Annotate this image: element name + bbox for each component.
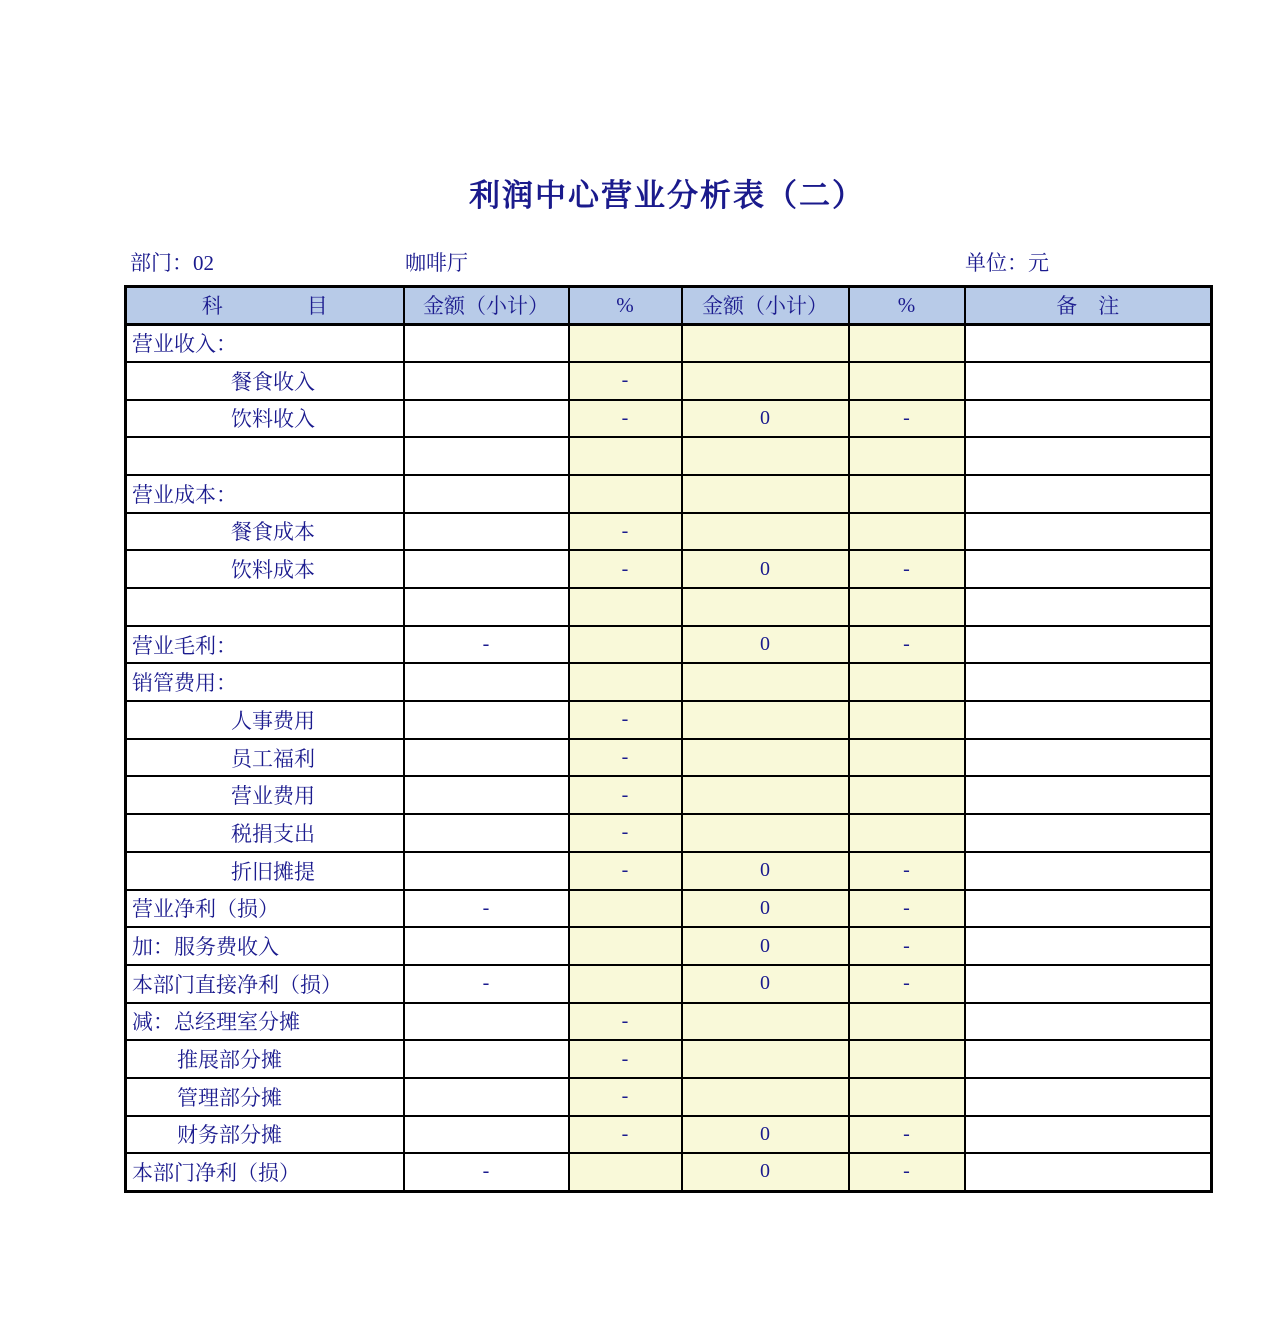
- subject-cell: 本部门直接净利（损）: [126, 965, 404, 1003]
- percent-2-cell: -: [849, 927, 965, 965]
- table-row: [126, 513, 1212, 551]
- amount-1-cell: [404, 513, 569, 551]
- amount-1-cell: [404, 362, 569, 400]
- percent-2-cell: [849, 739, 965, 777]
- amount-2-cell: [682, 739, 849, 777]
- amount-1-cell: [404, 776, 569, 814]
- table-row: [126, 1116, 1212, 1154]
- amount-1-cell: [404, 437, 569, 475]
- amount-2-cell: [682, 663, 849, 701]
- subject-cell: [126, 588, 404, 626]
- percent-1-cell: [569, 965, 682, 1003]
- percent-2-cell: [849, 362, 965, 400]
- percent-1-cell: [569, 1153, 682, 1191]
- amount-1-cell: [404, 1116, 569, 1154]
- percent-1-cell: -: [569, 513, 682, 551]
- table-row: [126, 1078, 1212, 1116]
- remarks-cell: [965, 550, 1212, 588]
- percent-2-cell: -: [849, 550, 965, 588]
- remarks-cell: [965, 437, 1212, 475]
- percent-2-cell: [849, 513, 965, 551]
- table-header: [126, 287, 1212, 325]
- amount-2-cell: 0: [682, 626, 849, 664]
- amount-1-cell: [404, 1040, 569, 1078]
- analysis-table: [124, 285, 1213, 1193]
- remarks-cell: [965, 1116, 1212, 1154]
- amount-2-cell: [682, 437, 849, 475]
- header-amount-1: 金额（小计）: [404, 287, 569, 325]
- amount-1-cell: [404, 739, 569, 777]
- table-row: [126, 852, 1212, 890]
- percent-1-cell: -: [569, 701, 682, 739]
- amount-2-cell: [682, 814, 849, 852]
- amount-2-cell: [682, 776, 849, 814]
- remarks-cell: [965, 626, 1212, 664]
- amount-2-cell: [682, 701, 849, 739]
- amount-2-cell: [682, 1003, 849, 1041]
- percent-2-cell: -: [849, 626, 965, 664]
- remarks-cell: [965, 663, 1212, 701]
- amount-2-cell: 0: [682, 965, 849, 1003]
- table-row: [126, 663, 1212, 701]
- percent-2-cell: [849, 663, 965, 701]
- remarks-cell: [965, 814, 1212, 852]
- table-row: [126, 776, 1212, 814]
- table-row: [126, 739, 1212, 777]
- percent-1-cell: -: [569, 362, 682, 400]
- amount-1-cell: [404, 588, 569, 626]
- amount-1-cell: [404, 475, 569, 513]
- table-row: [126, 324, 1212, 362]
- remarks-cell: [965, 475, 1212, 513]
- amount-2-cell: [682, 1040, 849, 1078]
- percent-1-cell: -: [569, 1040, 682, 1078]
- amount-2-cell: [682, 588, 849, 626]
- table-row: [126, 400, 1212, 438]
- subject-cell: 营业毛利：: [126, 626, 404, 664]
- percent-2-cell: -: [849, 890, 965, 928]
- table-row: [126, 437, 1212, 475]
- percent-1-cell: -: [569, 852, 682, 890]
- percent-1-cell: -: [569, 814, 682, 852]
- table-row: [126, 475, 1212, 513]
- remarks-cell: [965, 324, 1212, 362]
- remarks-cell: [965, 927, 1212, 965]
- table-row: [126, 362, 1212, 400]
- amount-1-cell: [404, 1003, 569, 1041]
- percent-1-cell: [569, 437, 682, 475]
- remarks-cell: [965, 588, 1212, 626]
- subject-cell: 税捐支出: [126, 814, 404, 852]
- table-row: [126, 927, 1212, 965]
- subject-cell: 销管费用：: [126, 663, 404, 701]
- percent-1-cell: -: [569, 1116, 682, 1154]
- subject-cell: 饮料收入: [126, 400, 404, 438]
- subject-cell: 饮料成本: [126, 550, 404, 588]
- amount-1-cell: [404, 550, 569, 588]
- remarks-cell: [965, 400, 1212, 438]
- amount-1-cell: [404, 1078, 569, 1116]
- remarks-cell: [965, 776, 1212, 814]
- percent-2-cell: -: [849, 852, 965, 890]
- percent-2-cell: -: [849, 965, 965, 1003]
- percent-1-cell: [569, 626, 682, 664]
- percent-1-cell: [569, 588, 682, 626]
- header-percent-1: %: [569, 287, 682, 325]
- percent-2-cell: [849, 776, 965, 814]
- percent-1-cell: [569, 890, 682, 928]
- subject-cell: 营业成本：: [126, 475, 404, 513]
- remarks-cell: [965, 890, 1212, 928]
- amount-1-cell: -: [404, 626, 569, 664]
- percent-2-cell: [849, 437, 965, 475]
- subject-cell: 营业净利（损）: [126, 890, 404, 928]
- percent-2-cell: [849, 475, 965, 513]
- department-label: 部门：02: [130, 251, 214, 275]
- amount-1-cell: [404, 663, 569, 701]
- table-row: [126, 814, 1212, 852]
- subject-cell: 推展部分摊: [126, 1040, 404, 1078]
- percent-2-cell: [849, 324, 965, 362]
- percent-1-cell: [569, 663, 682, 701]
- amount-1-cell: [404, 400, 569, 438]
- percent-2-cell: [849, 588, 965, 626]
- amount-2-cell: [682, 1078, 849, 1116]
- amount-2-cell: [682, 513, 849, 551]
- remarks-cell: [965, 852, 1212, 890]
- page-title: 利润中心营业分析表（二）: [469, 178, 865, 213]
- remarks-cell: [965, 513, 1212, 551]
- subject-cell: 管理部分摊: [126, 1078, 404, 1116]
- remarks-cell: [965, 965, 1212, 1003]
- remarks-cell: [965, 1153, 1212, 1191]
- remarks-cell: [965, 1040, 1212, 1078]
- percent-2-cell: [849, 1078, 965, 1116]
- subject-cell: 餐食成本: [126, 513, 404, 551]
- percent-1-cell: -: [569, 1003, 682, 1041]
- percent-2-cell: [849, 814, 965, 852]
- percent-1-cell: [569, 475, 682, 513]
- amount-2-cell: 0: [682, 400, 849, 438]
- header-percent-2: %: [849, 287, 965, 325]
- header-amount-2: 金额（小计）: [682, 287, 849, 325]
- amount-1-cell: -: [404, 890, 569, 928]
- table-row: [126, 1003, 1212, 1041]
- amount-2-cell: 0: [682, 1153, 849, 1191]
- table-row: [126, 1040, 1212, 1078]
- table-row: [126, 1153, 1212, 1191]
- subject-cell: 营业费用: [126, 776, 404, 814]
- subject-cell: 员工福利: [126, 739, 404, 777]
- subject-cell: 餐食收入: [126, 362, 404, 400]
- subject-cell: [126, 437, 404, 475]
- analysis-table-body: [126, 324, 1212, 1191]
- header-row: [126, 287, 1212, 325]
- percent-2-cell: [849, 701, 965, 739]
- percent-1-cell: -: [569, 776, 682, 814]
- amount-2-cell: 0: [682, 927, 849, 965]
- subject-cell: 人事费用: [126, 701, 404, 739]
- table-row: [126, 588, 1212, 626]
- amount-2-cell: [682, 324, 849, 362]
- percent-2-cell: -: [849, 1116, 965, 1154]
- percent-1-cell: -: [569, 400, 682, 438]
- amount-2-cell: 0: [682, 852, 849, 890]
- percent-1-cell: -: [569, 739, 682, 777]
- table-row: [126, 890, 1212, 928]
- table-row: [126, 701, 1212, 739]
- subject-cell: 营业收入：: [126, 324, 404, 362]
- amount-1-cell: [404, 701, 569, 739]
- percent-1-cell: [569, 324, 682, 362]
- amount-2-cell: [682, 362, 849, 400]
- table-row: [126, 965, 1212, 1003]
- subject-cell: 减：总经理室分摊: [126, 1003, 404, 1041]
- table-row: [126, 626, 1212, 664]
- percent-2-cell: [849, 1003, 965, 1041]
- header-subject: 科 目: [126, 287, 404, 325]
- remarks-cell: [965, 1078, 1212, 1116]
- subject-cell: 折旧摊提: [126, 852, 404, 890]
- percent-2-cell: -: [849, 400, 965, 438]
- unit-label: 单位：元: [965, 251, 1049, 275]
- amount-1-cell: [404, 852, 569, 890]
- meta-row: [124, 247, 1210, 279]
- percent-1-cell: -: [569, 1078, 682, 1116]
- amount-1-cell: [404, 814, 569, 852]
- subject-cell: 加：服务费收入: [126, 927, 404, 965]
- percent-1-cell: -: [569, 550, 682, 588]
- table-row: [126, 550, 1212, 588]
- amount-1-cell: -: [404, 1153, 569, 1191]
- amount-2-cell: 0: [682, 1116, 849, 1154]
- department-name: 咖啡厅: [405, 251, 468, 275]
- amount-1-cell: [404, 324, 569, 362]
- remarks-cell: [965, 739, 1212, 777]
- subject-cell: 财务部分摊: [126, 1116, 404, 1154]
- amount-2-cell: 0: [682, 890, 849, 928]
- amount-2-cell: [682, 475, 849, 513]
- amount-1-cell: [404, 927, 569, 965]
- subject-cell: 本部门净利（损）: [126, 1153, 404, 1191]
- header-remarks: 备 注: [965, 287, 1212, 325]
- amount-2-cell: 0: [682, 550, 849, 588]
- percent-1-cell: [569, 927, 682, 965]
- percent-2-cell: -: [849, 1153, 965, 1191]
- remarks-cell: [965, 362, 1212, 400]
- percent-2-cell: [849, 1040, 965, 1078]
- remarks-cell: [965, 701, 1212, 739]
- remarks-cell: [965, 1003, 1212, 1041]
- amount-1-cell: -: [404, 965, 569, 1003]
